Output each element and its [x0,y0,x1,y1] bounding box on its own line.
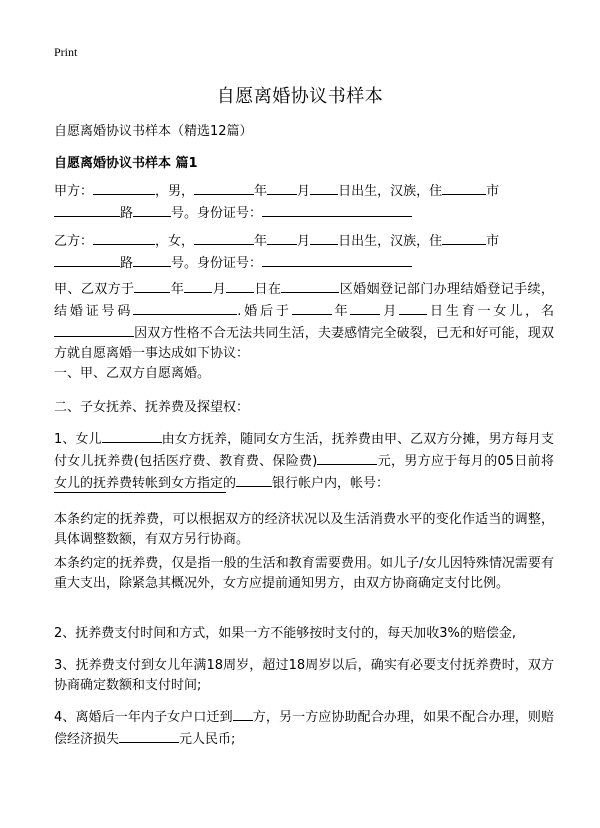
note-1: 本条约定的抚养费，可以根据双方的经济状况以及生活消费水平的变化作适当的调整，具体调整数额，有双方另行协商。 [54,512,554,547]
blank-field [133,202,171,217]
document-title: 自愿离婚协议书样本 [216,86,384,107]
blank-field [184,278,212,293]
birth-text: 日出生，汉族，住 [338,234,443,249]
intro-text: 日生育一女儿，名 [427,304,554,319]
blank-field [233,706,253,721]
intro-text: 区婚姻登记部门办理结婚登记手续，结婚证号码 [54,282,554,319]
blank-field [194,180,254,195]
party-a-gender: ，男， [155,184,195,199]
item-text: 4、离婚后一年内子女户口迁到 [54,710,233,725]
clause-2: 二、子女抚养、抚养费及探望权： [54,400,250,415]
day-label: 日在 [254,282,282,297]
month-label: 月 [212,282,227,297]
item-text: 由女方抚养，随同女方生活，抚养费由甲、乙双方分摊，男方每月支付女儿抚养费(包括医疗费、教育费、保险费) [54,432,554,469]
party-a-label: 甲方： [54,184,94,199]
blank-field [310,180,338,195]
item-text: 元人民币; [179,732,236,747]
blank-field [262,202,412,217]
blank-field [54,322,134,337]
item-text: 元，男方应于每月的05日前将女儿的抚养费转帐到女方指定的 [54,454,554,491]
road-label: 路 [120,256,134,271]
blank-field [119,728,179,743]
blank-field [442,180,486,195]
blank-field [267,230,297,245]
blank-field [134,278,170,293]
id-number-label: 号。身份证号： [171,206,263,221]
month-label: 月 [297,234,311,249]
blank-field [262,252,412,267]
party-b-gender: ，女， [155,234,195,249]
item-2: 2、抚养费支付时间和方式，如果一方不能够按时支付的，每天加收3%的赔偿金, [54,626,517,641]
city-label: 市 [486,184,500,199]
id-number-label: 号。身份证号： [171,256,263,271]
blank-field [102,428,162,443]
intro-text: 因双方性格不合无法共同生活，夫妻感情完全破裂，已无和好可能，现双方就自愿离婚一事达成如下协议： [54,326,554,361]
item-text: 银行帐户内，帐号： [272,476,390,491]
month-label: 月 [380,304,400,319]
document-subtitle: 自愿离婚协议书样本（精选12篇） [54,124,253,139]
blank-field [267,180,297,195]
blank-field [133,252,171,267]
intro-text: .婚后于 [237,304,292,319]
item-4 [54,706,554,750]
blank-field [133,300,237,315]
blank-field [236,472,272,487]
item-1 [54,428,554,494]
item-text: 1、女儿 [54,432,102,447]
blank-field [281,278,339,293]
blank-field [310,230,338,245]
account-number-line [54,492,226,493]
blank-field [317,450,377,465]
blank-field [54,252,120,267]
blank-field [194,230,254,245]
city-label: 市 [486,234,500,249]
blank-field [292,300,332,315]
print-link[interactable]: Print [54,45,78,59]
blank-field [93,180,155,195]
intro-paragraph [54,278,554,364]
note-2: 本条约定的抚养费，仅是指一般的生活和教育需要费用。如儿子/女儿因特殊情况需要有重大支出，除紧急其概况外，女方应提前通知男方，由双方协商确定支付比例。 [54,556,554,591]
year-label: 年 [254,234,268,249]
party-b-label: 乙方： [54,234,94,249]
intro-text: 甲、乙双方于 [54,282,135,297]
year-label: 年 [170,282,185,297]
clause-1: 一、甲、乙双方自愿离婚。 [54,366,211,381]
blank-field [226,278,254,293]
blank-field [54,202,120,217]
party-b-block [54,230,554,274]
party-a-block [54,180,554,224]
blank-field [93,230,155,245]
birth-text: 日出生，汉族，住 [338,184,443,199]
item-text: 方，另一方应协助配合办理，如果不配合办理，则赔偿经济损失 [54,710,554,747]
year-label: 年 [254,184,268,199]
month-label: 月 [297,184,311,199]
blank-field [350,300,380,315]
section-heading: 自愿离婚协议书样本 篇1 [54,156,198,171]
item-3: 3、抚养费支付到女儿年满18周岁，超过18周岁以后，确实有必要支付抚养费时，双方协商确定数额和支付时间; [54,658,554,693]
blank-field [399,300,427,315]
year-label: 年 [331,304,351,319]
road-label: 路 [120,206,134,221]
blank-field [442,230,486,245]
